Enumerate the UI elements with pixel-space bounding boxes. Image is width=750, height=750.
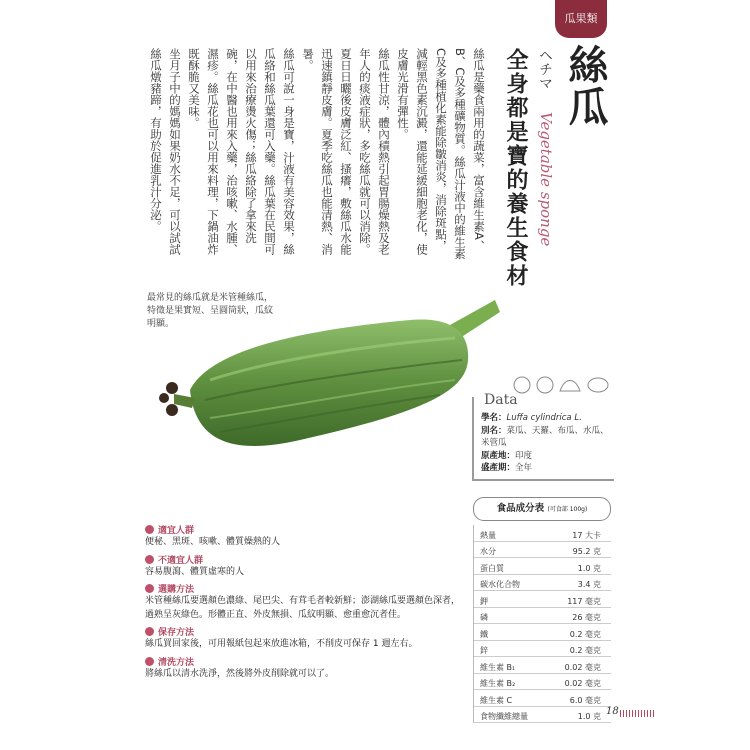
data-row-origin: 原產地：印度 [481, 450, 533, 461]
loofah-blossom-end-icon [159, 382, 195, 416]
nutrition-row [474, 641, 611, 658]
nutrient-value: 6.0 毫克 [569, 695, 601, 705]
nutrient-name: 維生素 B₁ [480, 662, 516, 672]
nutrition-row [474, 542, 611, 559]
note-body: 將絲瓜以清水洗淨，然後將外皮削除就可以了。 [145, 668, 335, 679]
note-heading: 不適宜人群 [145, 553, 465, 566]
note-body: 絲瓜買回家後，可用報紙包起來放進冰箱，不削皮可保存 1 週左右。 [145, 639, 418, 649]
nutrient-value: 1.0 克 [577, 563, 601, 573]
data-row-scientific-name: 學名：Luffa cylindrica L. [481, 413, 582, 423]
nutrient-value: 3.4 克 [577, 580, 601, 589]
category-tag: 瓜果類 [555, 0, 607, 38]
nutrition-row [474, 624, 611, 641]
english-name: Vegetable sponge [537, 112, 555, 247]
vegetable-sketch-icon [510, 373, 610, 395]
nutrition-row [474, 575, 611, 592]
nutrient-name: 維生素 B₂ [480, 679, 516, 688]
note-bullet-icon [145, 657, 154, 666]
page-number-stripe [620, 710, 656, 717]
nutrient-name: 鋅 [480, 646, 488, 655]
body-text [149, 48, 488, 263]
note-body: 便秘、黑斑、咳嗽、體質燥熱的人 [145, 537, 281, 547]
nutrient-value: 117 毫克 [567, 596, 601, 606]
image-caption: 最常見的絲瓜就是米管種絲瓜，特徵是果實短、呈圓筒狀，瓜紋明顯。 [147, 293, 274, 329]
nutrient-name: 鐵 [480, 629, 488, 639]
japanese-name: ヘチマ [537, 48, 553, 90]
subtitle: 全身都是寶的養生食材 [503, 48, 528, 288]
note-bullet-icon [145, 525, 154, 534]
data-row-season: 盛產期：全年 [481, 463, 533, 473]
page-number: 18 [606, 706, 619, 717]
note-heading: 適宜人群 [145, 523, 465, 536]
nutrient-name: 磷 [480, 613, 488, 622]
note-heading: 保存方法 [145, 625, 465, 638]
note-heading: 選購方法 [145, 582, 465, 595]
nutrient-name: 碳水化合物 [480, 580, 520, 589]
nutrient-value: 0.02 毫克 [564, 662, 601, 672]
page-title: 絲瓜 [562, 44, 608, 128]
body-paragraph: 絲瓜可說一身是寶，汁液有美容效果，絲瓜絡和絲瓜葉還可入藥。絲瓜葉在民間可以用來治療燙火傷；絲瓜絡除了拿來洗碗，在中醫也用來入藥，治咳嗽、水腫、濕疹。絲瓜花也可以用來料理，下鍋油炸既酥脆又美味。 [187, 48, 296, 255]
nutrient-name: 鉀 [480, 596, 488, 606]
nutrient-value: 17 大卡 [572, 530, 601, 540]
nutrient-name: 水分 [480, 547, 496, 556]
nutrient-value: 95.2 克 [572, 547, 601, 556]
nutrient-value: 0.02 毫克 [564, 679, 601, 688]
notes-section [145, 520, 465, 681]
nutrition-table [473, 497, 611, 723]
body-paragraph: 坐月子中的媽媽如果奶水不足，可以試試絲瓜燉豬蹄，有助於促進乳汁分泌。 [149, 48, 182, 255]
body-paragraph: 絲瓜性甘涼，體內積熱引起胃腸燥熱及老年人的痰液症狀，多吃絲瓜就可以消除。夏日日曬後皮膚泛紅、搔癢，敷絲瓜水能迅速鎮靜皮膚。夏季吃絲瓜也能清熱、消暑。 [301, 48, 391, 255]
nutrient-value: 0.2 毫克 [569, 646, 601, 655]
data-row-alias: 別名：菜瓜、天羅、布瓜、水瓜、米管瓜 [481, 425, 609, 448]
note-heading: 清洗方法 [145, 655, 465, 668]
nutrition-row [474, 558, 611, 575]
nutrition-row [474, 657, 611, 674]
note-bullet-icon [145, 555, 154, 564]
nutrient-name: 熱量 [480, 530, 496, 540]
nutrient-name: 蛋白質 [480, 563, 504, 573]
nutrition-rows [473, 525, 611, 723]
nutrient-value: 1.0 克 [577, 712, 601, 721]
nutrition-row [474, 525, 611, 542]
note-body: 米管種絲瓜要選顏色濃綠、尾巴尖、有茸毛者較新鮮；澎湖絲瓜要選顏色深者，過熟呈灰綠色。形體正直、外皮無損、瓜紋明顯、愈重愈沉者佳。 [145, 596, 461, 620]
data-heading: Data [484, 392, 518, 408]
nutrition-heading: 食品成分表 (可食部 100g) [473, 497, 611, 521]
nutrition-row [474, 608, 611, 625]
note-bullet-icon [145, 584, 154, 593]
nutrient-name: 維生素 C [480, 695, 513, 705]
nutrient-value: 26 毫克 [572, 613, 601, 622]
nutrition-row [474, 591, 611, 608]
data-rows [481, 412, 611, 475]
body-paragraph: 絲瓜是藥食兩用的蔬菜，富含維生素A、B、C及多種礦物質。絲瓜汁液中的維生素C及多種植化素能除皺消炎，消除斑點，減輕黑色素沉澱，還能延緩細胞老化，使皮膚光滑有彈性。 [396, 48, 486, 260]
nutrition-row [474, 674, 611, 691]
note-bullet-icon [145, 627, 154, 636]
note-body: 容易腹瀉、體質虛寒的人 [145, 566, 245, 577]
nutrient-name: 食物纖維總量 [480, 712, 528, 721]
nutrient-value: 0.2 毫克 [569, 629, 601, 639]
nutrition-row [474, 690, 611, 707]
nutrition-row [474, 707, 611, 724]
